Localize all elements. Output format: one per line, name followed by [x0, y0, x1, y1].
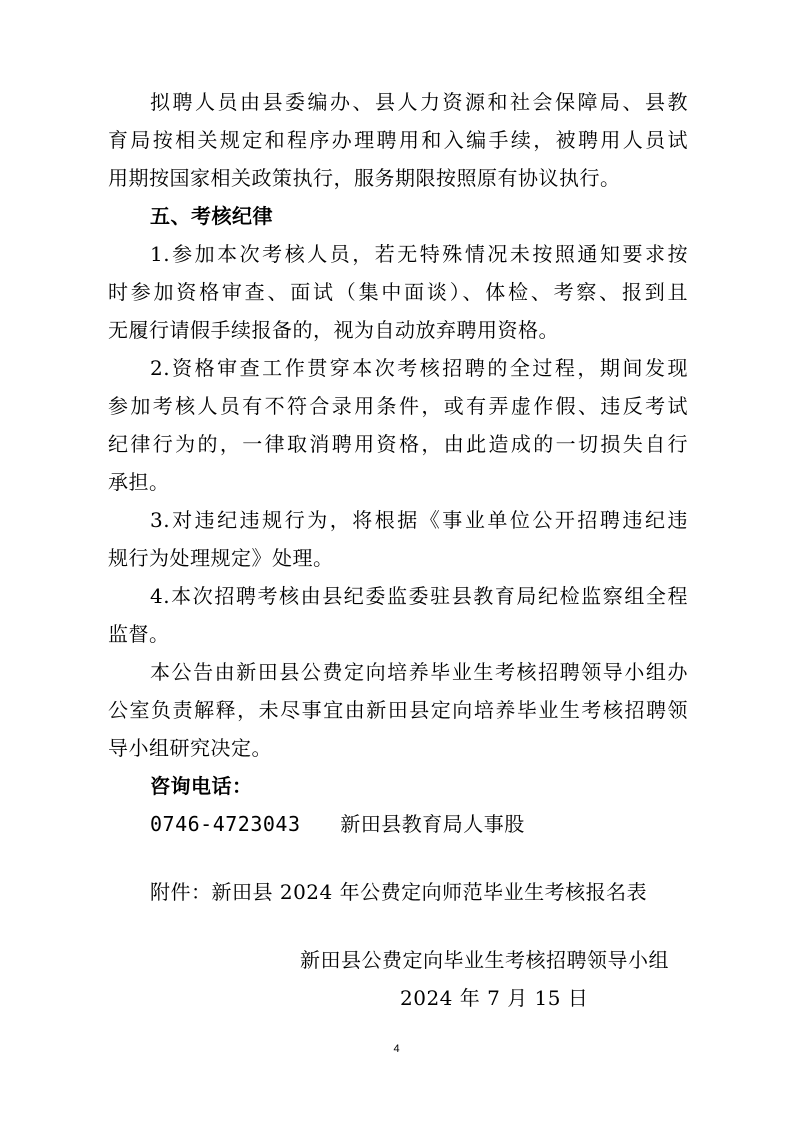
- paragraph-line: 参加考核人员有不符合录用条件，或有弄虚作假、违反考试: [108, 394, 688, 418]
- contact-dept: 新田县教育局人事股: [340, 812, 525, 836]
- paragraph-line: 4.本次招聘考核由县纪委监委驻县教育局纪检监察组全程: [150, 584, 688, 608]
- paragraph-line: 导小组研究决定。: [108, 736, 272, 760]
- page-number: 4: [393, 1043, 400, 1055]
- paragraph-line: 规行为处理规定》处理。: [108, 546, 334, 570]
- paragraph-line: 2.资格审查工作贯穿本次考核招聘的全过程，期间发现: [150, 356, 688, 380]
- paragraph-line: 1.参加本次考核人员，若无特殊情况未按照通知要求按: [150, 242, 688, 266]
- paragraph-line: 时参加资格审查、面试（集中面谈）、体检、考察、报到且: [108, 280, 688, 304]
- attachment-line: 附件：新田县 2024 年公费定向师范毕业生考核报名表: [150, 880, 648, 904]
- paragraph-line: 承担。: [108, 470, 170, 494]
- contact-phone: 0746-4723043: [150, 812, 301, 836]
- paragraph-line: 本公告由新田县公费定向培养毕业生考核招聘领导小组办: [150, 660, 688, 684]
- signature-date: 2024 年 7 月 15 日: [400, 986, 589, 1010]
- signature-org: 新田县公费定向毕业生考核招聘领导小组: [300, 948, 669, 972]
- contact-title: 咨询电话：: [150, 774, 253, 798]
- paragraph-line: 公室负责解释，未尽事宜由新田县定向培养毕业生考核招聘领: [108, 698, 688, 722]
- section-title: 五、考核纪律: [150, 204, 273, 228]
- paragraph-line: 拟聘人员由县委编办、县人力资源和社会保障局、县教: [150, 90, 688, 114]
- paragraph-line: 育局按相关规定和程序办理聘用和入编手续，被聘用人员试: [108, 128, 688, 152]
- contact-line: [150, 810, 688, 838]
- paragraph-line: 纪律行为的，一律取消聘用资格，由此造成的一切损失自行: [108, 432, 688, 456]
- paragraph-line: 监督。: [108, 622, 170, 646]
- paragraph-line: 用期按国家相关政策执行，服务期限按照原有协议执行。: [108, 166, 621, 190]
- paragraph-line: 无履行请假手续报备的，视为自动放弃聘用资格。: [108, 318, 559, 342]
- paragraph-line: 3.对违纪违规行为，将根据《事业单位公开招聘违纪违: [150, 508, 688, 532]
